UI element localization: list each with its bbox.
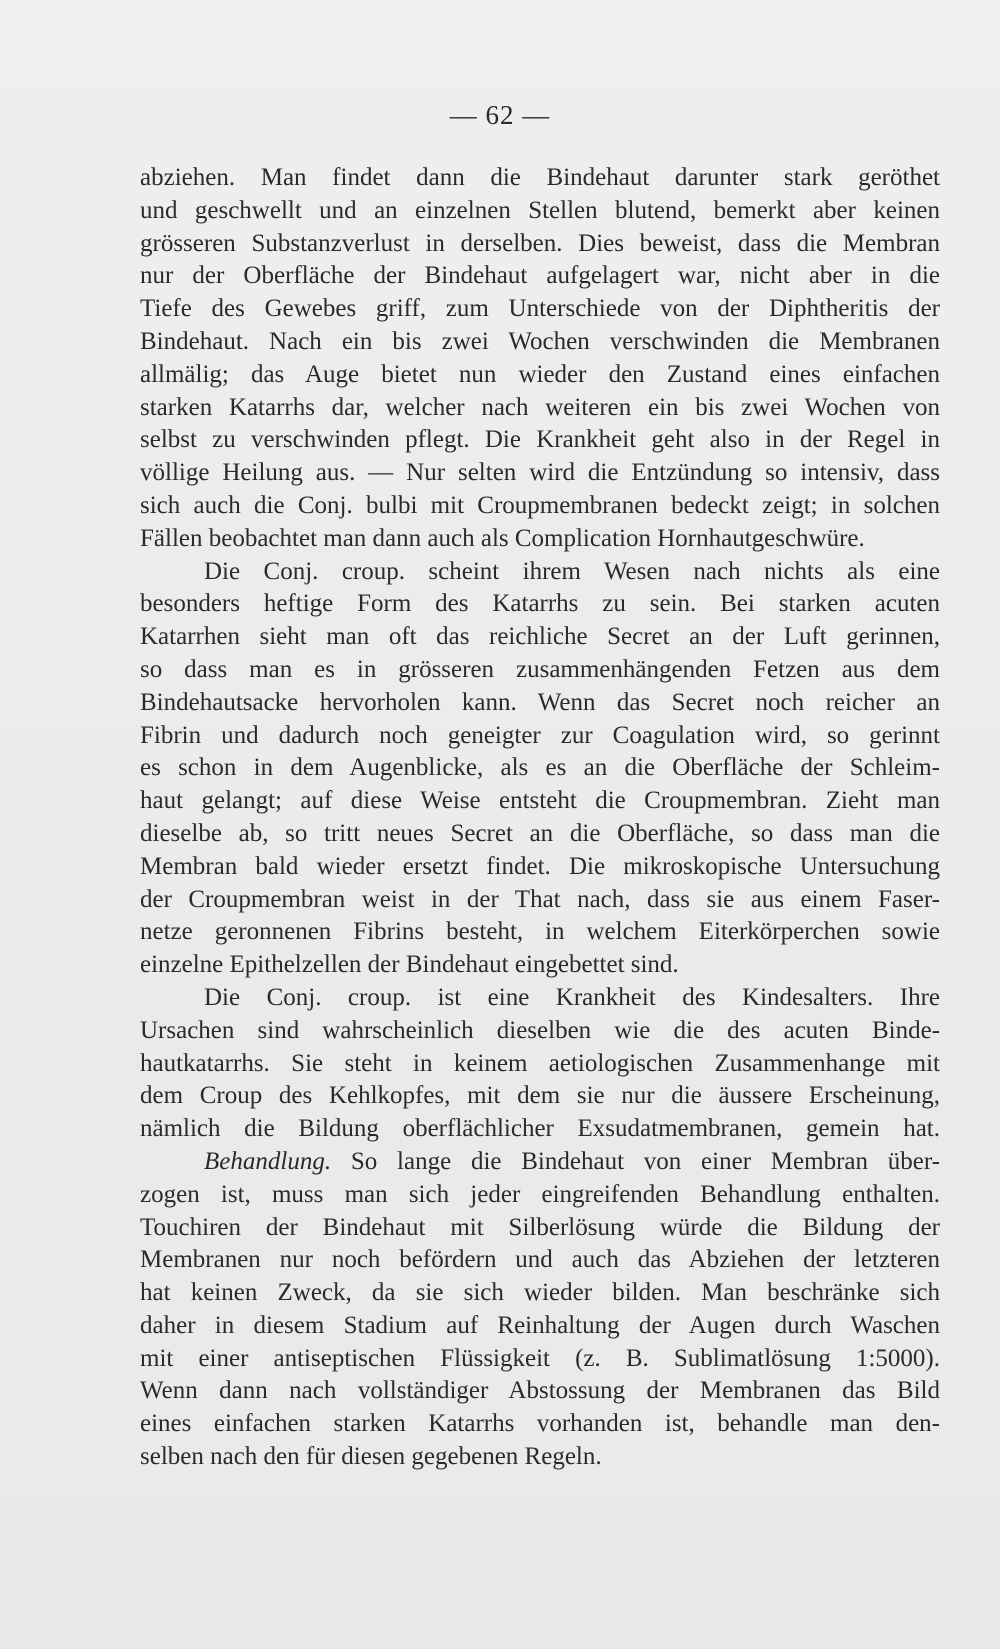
text-line: abziehen. Man findet dann die Bindehaut darunter stark geröthet [140,164,940,191]
text-line: einzelne Epithelzellen der Bindehaut eingebettet sind. [140,951,679,979]
text-line: dieselbe ab, so tritt neues Secret an die Oberfläche, so dass man die [140,819,940,847]
text-line: grösseren Substanzverlust in derselben. Dies beweist, dass die Membran [140,229,940,257]
text-line: Fällen beobachtet man dann auch als Complication Hornhautgeschwüre. [140,524,865,552]
text-line: netze geronnenen Fibrins besteht, in welchem Eiterkörperchen sowie [140,918,940,946]
text-line: und geschwellt und an einzelnen Stellen blutend, bemerkt aber keinen [140,196,940,224]
text-line: mit einer antiseptischen Flüssigkeit (z. B. Sublimatlösung 1:5000). [140,1344,940,1372]
text-line: nur der Oberfläche der Bindehaut aufgelagert war, nicht aber in die [140,262,940,290]
text-line: der Croupmembran weist in der That nach, dass sie aus einem Faser- [140,885,940,913]
text-line: Bindehautsacke hervorholen kann. Wenn das Secret noch reicher an [140,688,940,716]
text-line: starken Katarrhs dar, welcher nach weiteren ein bis zwei Wochen von [140,393,940,421]
text-line: Katarrhen sieht man oft das reichliche Secret an der Luft gerinnen, [140,623,940,651]
text-line: zogen ist, muss man sich jeder eingreifenden Behandlung enthalten. [140,1180,940,1208]
text-line: völlige Heilung aus. — Nur selten wird die Entzündung so intensiv, dass [140,459,940,487]
page-number: — 62 — [449,100,551,130]
text-line: dem Croup des Kehlkopfes, mit dem sie nur die äussere Erscheinung, [140,1082,940,1110]
text-line: Fibrin und dadurch noch geneigter zur Coagulation wird, so gerinnt [140,721,940,749]
text-line: nämlich die Bildung oberflächlicher Exsudatmembranen, gemein hat. [140,1115,940,1143]
text-line: haut gelangt; auf diese Weise entsteht die Croupmembran. Zieht man [140,787,940,815]
text-line: Membran bald wieder ersetzt findet. Die mikroskopische Untersuchung [140,852,940,880]
text-line: Membranen nur noch befördern und auch das Abziehen der letzteren [140,1246,940,1274]
text-line: es schon in dem Augenblicke, als es an die Oberfläche der Schleim- [140,754,940,782]
text-line [140,1146,940,1179]
text-line: Die Conj. croup. scheint ihrem Wesen nach nichts als eine [204,557,940,585]
text-line: selben nach den für diesen gegebenen Regeln. [140,1443,602,1471]
text-line: Tiefe des Gewebes griff, zum Unterschiede von der Diphtheritis der [140,295,940,323]
text-line: hat keinen Zweck, da sie sich wieder bilden. Man beschränke sich [140,1279,940,1307]
text-line: sich auch die Conj. bulbi mit Croupmembranen bedeckt zeigt; in solchen [140,491,940,519]
text-line: allmälig; das Auge bietet nun wieder den Zustand eines einfachen [140,360,940,388]
text-line: eines einfachen starken Katarrhs vorhanden ist, behandle man den- [140,1410,940,1438]
text-line: Bindehaut. Nach ein bis zwei Wochen verschwinden die Membranen [140,327,940,355]
text-line: Die Conj. croup. ist eine Krankheit des Kindesalters. Ihre [204,983,940,1011]
text-line: Ursachen sind wahrscheinlich dieselben wie die des acuten Binde- [140,1016,940,1044]
text-line-segment: So lange die Bindehaut von einer Membran über- [350,1147,941,1175]
text-line: Wenn dann nach vollständiger Abstossung der Membranen das Bild [140,1377,940,1405]
body-text [140,162,940,1474]
text-line: Touchiren der Bindehaut mit Silberlösung würde die Bildung der [140,1213,940,1241]
text-line: hautkatarrhs. Sie steht in keinem aetiologischen Zusammenhange mit [140,1049,940,1077]
section-heading-behandlung: Behandlung. [204,1147,332,1175]
text-line: besonders heftige Form des Katarrhs zu sein. Bei starken acuten [140,590,940,618]
text-line: so dass man es in grösseren zusammenhängenden Fetzen aus dem [140,655,940,683]
text-line: selbst zu verschwinden pflegt. Die Krankheit geht also in der Regel in [140,426,940,454]
text-line: daher in diesem Stadium auf Reinhaltung der Augen durch Waschen [140,1311,940,1339]
